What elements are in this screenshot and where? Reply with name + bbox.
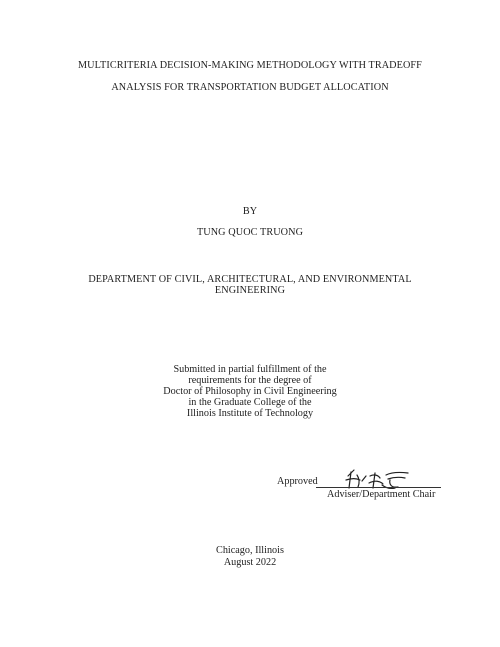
- adviser-role-label: Adviser/Department Chair: [327, 489, 436, 500]
- submission-line-2: requirements for the degree of: [188, 375, 312, 386]
- submission-line-1: Submitted in partial fulfillment of the: [173, 364, 327, 375]
- department-line-2: ENGINEERING: [214, 285, 286, 296]
- signature-line: [316, 487, 441, 488]
- department-line-1: DEPARTMENT OF CIVIL, ARCHITECTURAL, AND ENVIRONMENTAL: [88, 274, 412, 285]
- date: August 2022: [223, 557, 277, 568]
- submission-line-3: Doctor of Philosophy in Civil Engineering: [163, 386, 337, 397]
- author-name: TUNG QUOC TRUONG: [196, 227, 304, 238]
- submission-line-5: Illinois Institute of Technology: [186, 408, 314, 419]
- thesis-title-line-2: ANALYSIS FOR TRANSPORTATION BUDGET ALLOCATION: [111, 82, 389, 93]
- approved-label: Approved: [277, 476, 318, 487]
- by-label: BY: [242, 206, 258, 217]
- thesis-title-line-1: MULTICRITERIA DECISION-MAKING METHODOLOGY WITH TRADEOFF: [78, 60, 422, 71]
- location: Chicago, Illinois: [216, 545, 284, 556]
- submission-line-4: in the Graduate College of the: [188, 397, 312, 408]
